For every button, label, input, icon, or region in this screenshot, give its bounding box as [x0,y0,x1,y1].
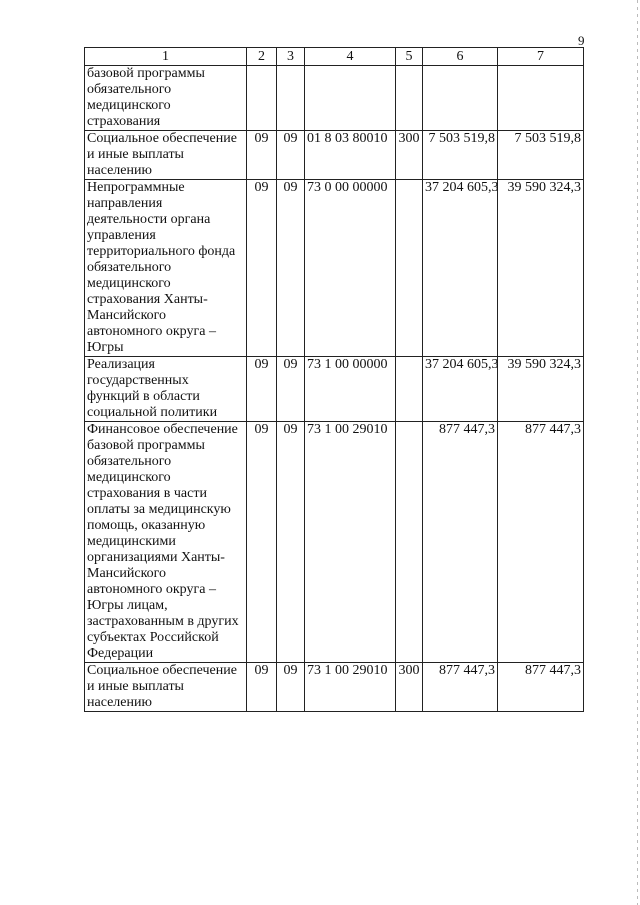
row-vr: 300 [396,663,423,712]
row-name: базовой программы обязательного медицинского страхования [85,66,247,131]
row-pr: 09 [277,422,305,663]
header-col-7: 7 [498,48,584,66]
table-row [85,422,584,663]
row-vr [396,357,423,422]
row-pr: 09 [277,180,305,357]
row-rz: 09 [247,180,277,357]
row-name: Социальное обеспечение и иные выплаты населению [85,131,247,180]
row-pr: 09 [277,357,305,422]
header-col-6: 6 [423,48,498,66]
row-value-col6: 7 503 519,8 [423,131,498,180]
row-value-col7: 877 447,3 [498,663,584,712]
row-rz: 09 [247,422,277,663]
table-row [85,180,584,357]
table-row [85,131,584,180]
budget-table [84,47,584,712]
row-csr: 73 0 00 00000 [305,180,396,357]
row-rz: 09 [247,131,277,180]
row-csr: 73 1 00 00000 [305,357,396,422]
row-pr [277,66,305,131]
scan-edge-line [637,0,638,905]
row-name: Социальное обеспечение и иные выплаты населению [85,663,247,712]
table-row [85,357,584,422]
header-col-1: 1 [85,48,247,66]
header-col-4: 4 [305,48,396,66]
row-value-col7: 877 447,3 [498,422,584,663]
page-number: 9 [578,33,585,48]
row-name: Реализация государственных функций в области социальной политики [85,357,247,422]
row-pr: 09 [277,131,305,180]
row-csr: 73 1 00 29010 [305,663,396,712]
table-header-row [85,48,584,66]
row-csr [305,66,396,131]
row-value-col6 [423,66,498,131]
row-value-col6: 877 447,3 [423,422,498,663]
row-value-col6: 37 204 605,3 [423,357,498,422]
row-value-col6: 37 204 605,3 [423,180,498,357]
row-vr: 300 [396,131,423,180]
row-value-col7 [498,66,584,131]
row-value-col7: 7 503 519,8 [498,131,584,180]
row-rz: 09 [247,663,277,712]
header-col-2: 2 [247,48,277,66]
row-value-col6: 877 447,3 [423,663,498,712]
row-csr: 01 8 03 80010 [305,131,396,180]
header-col-5: 5 [396,48,423,66]
row-vr [396,66,423,131]
table-row [85,663,584,712]
row-pr: 09 [277,663,305,712]
row-name: Финансовое обеспечение базовой программы обязательного медицинского страхования в части оплаты за медицинскую помощь, оказанную медицинскими организациями Ханты-Мансийского автономного округа – Югры лицам, застрахованным в других субъектах Российской Федерации [85,422,247,663]
row-rz: 09 [247,357,277,422]
row-value-col7: 39 590 324,3 [498,180,584,357]
header-col-3: 3 [277,48,305,66]
row-rz [247,66,277,131]
row-value-col7: 39 590 324,3 [498,357,584,422]
table-row [85,66,584,131]
row-vr [396,180,423,357]
row-vr [396,422,423,663]
row-name: Непрограммные направления деятельности органа управления территориального фонда обязательного медицинского страхования Ханты-Мансийского автономного округа – Югры [85,180,247,357]
row-csr: 73 1 00 29010 [305,422,396,663]
